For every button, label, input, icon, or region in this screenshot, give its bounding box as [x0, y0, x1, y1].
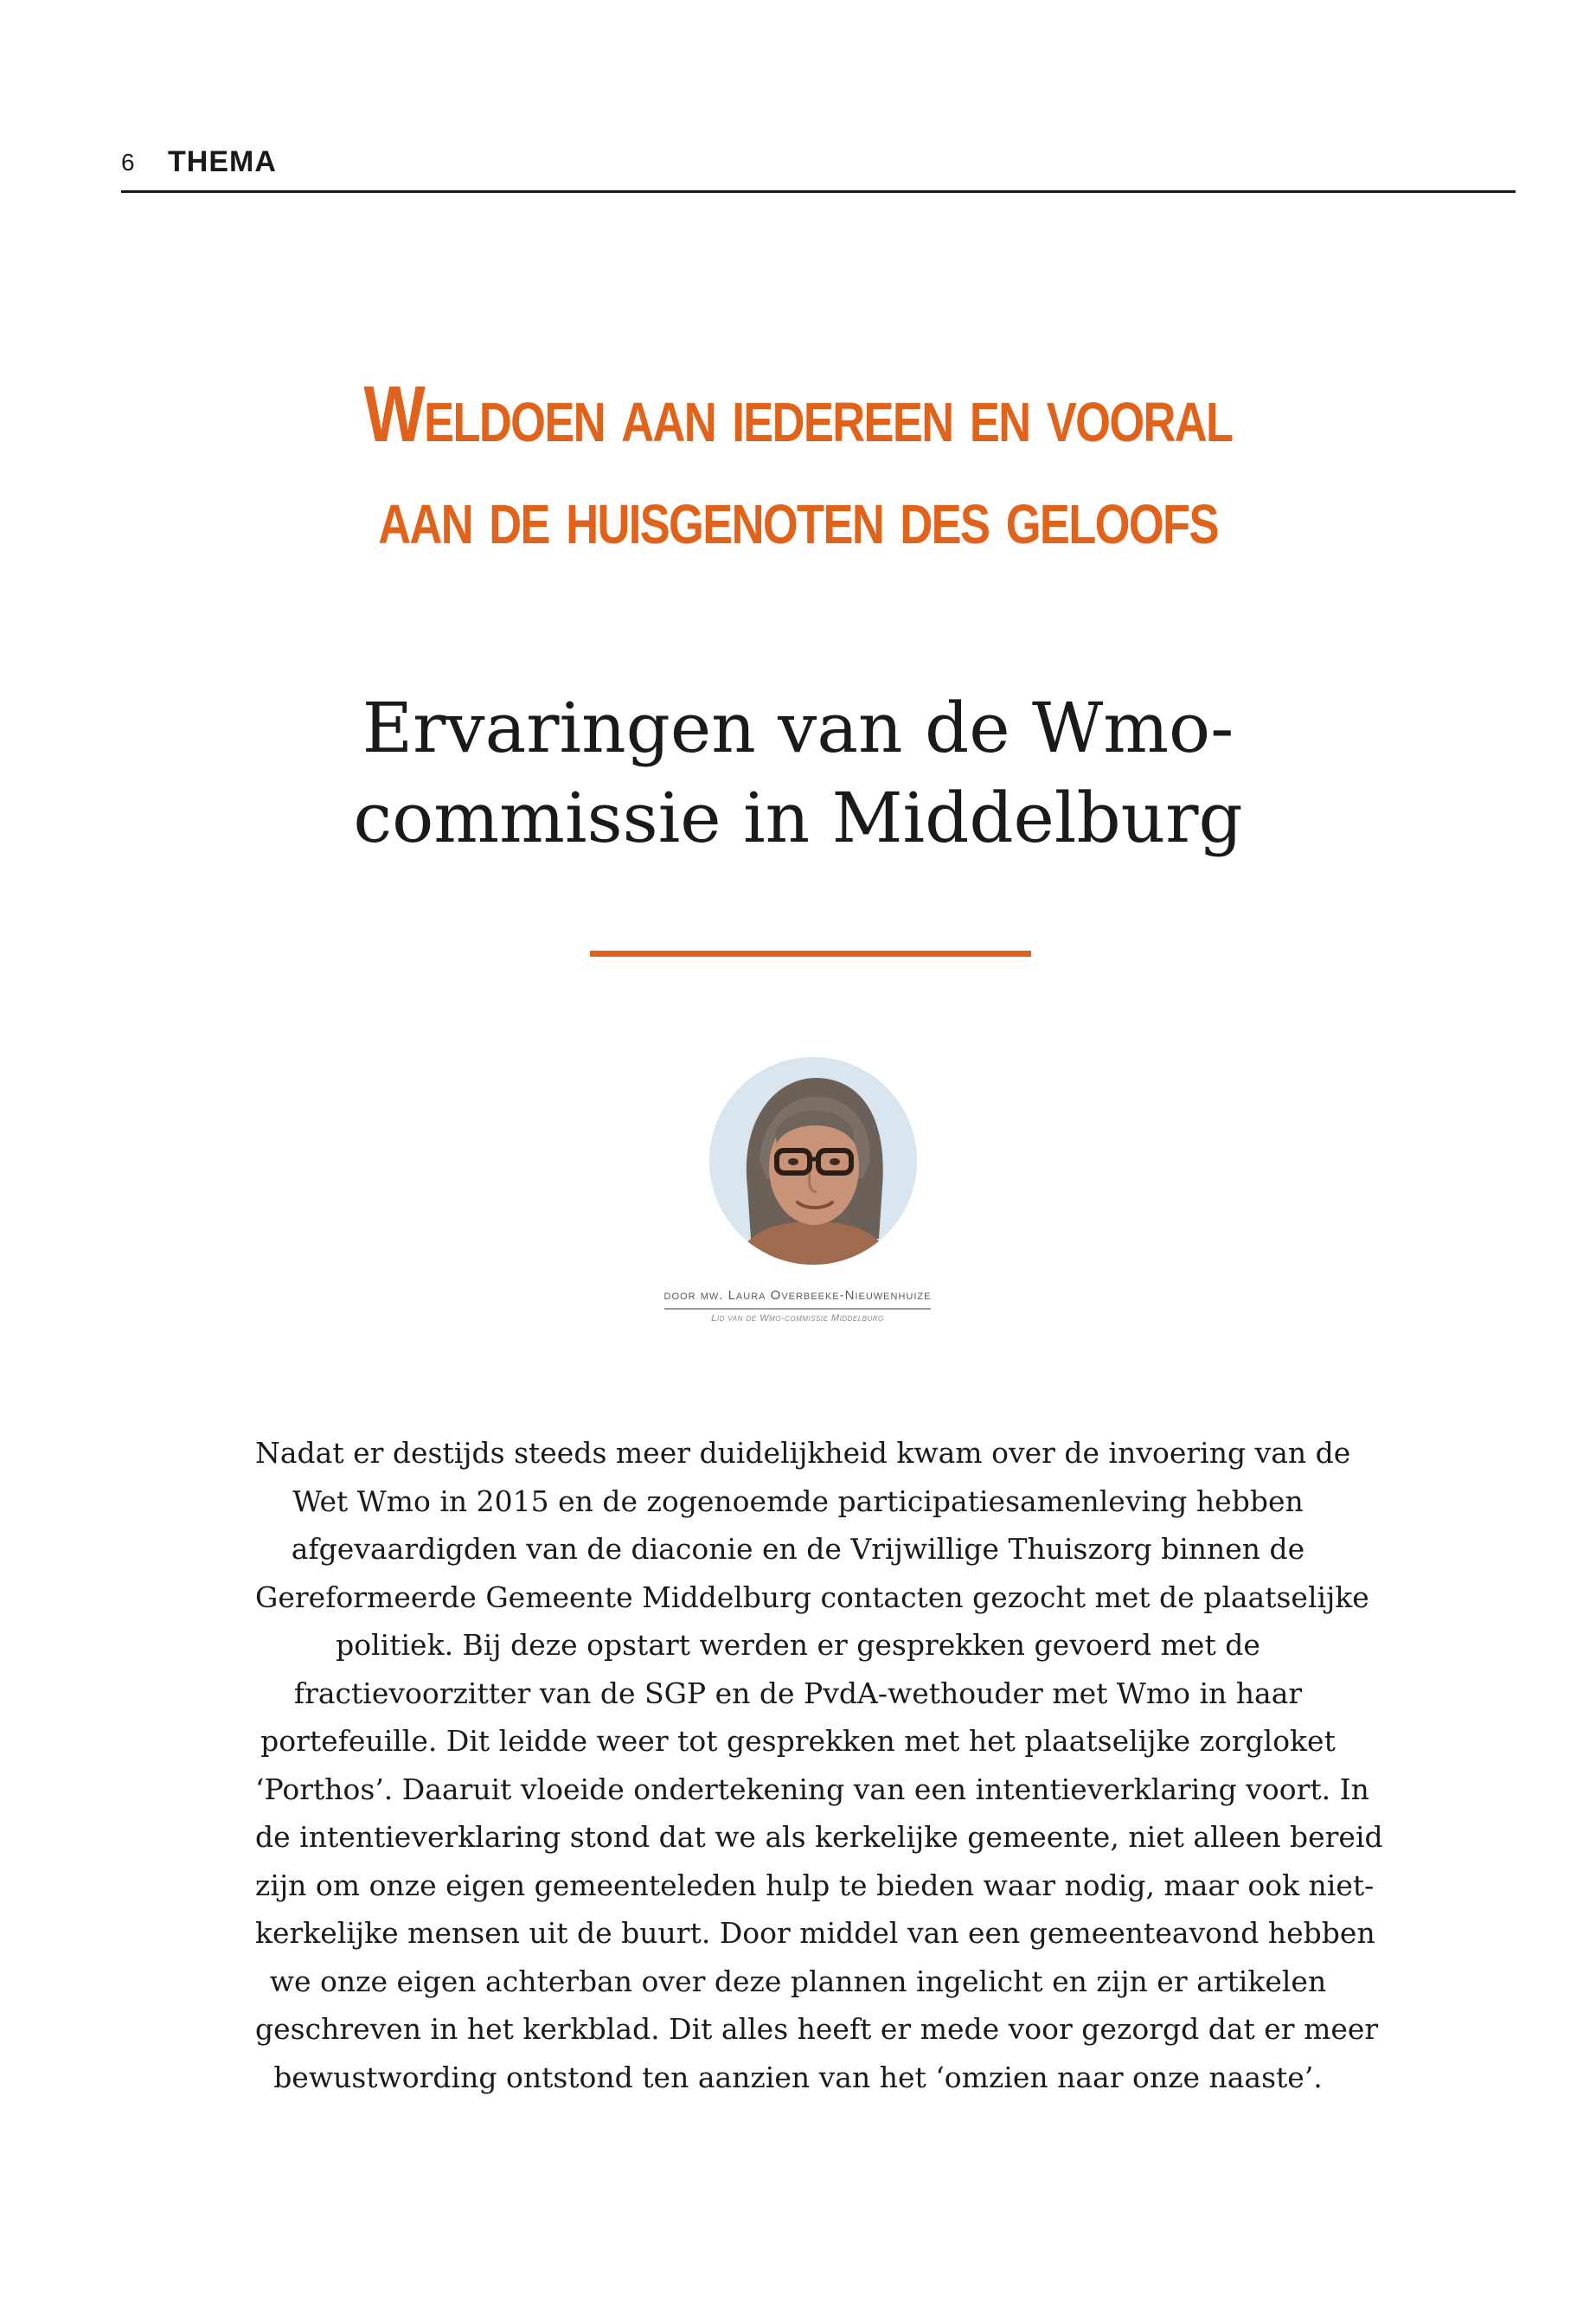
body-line: ‘Porthos’. Daaruit vloeide ondertekening van een intentieverklaring voort. In: [255, 1772, 1369, 1806]
author-portrait-image: [709, 1057, 917, 1265]
article-body: [255, 1429, 1383, 2101]
title-divider: [590, 951, 1031, 957]
section-label: THEMA: [168, 145, 277, 178]
byline-role: Lid van de Wmo-commissie Middelburg: [711, 1313, 884, 1324]
page-number: 6: [121, 149, 135, 176]
body-line: Gereformeerde Gemeente Middelburg contacten gezocht met de plaatselijke: [255, 1580, 1369, 1614]
body-line: bewustwording ontstond ten aanzien van het ‘omzien naar onze naaste’.: [273, 2060, 1323, 2094]
article-title: [228, 363, 1367, 567]
body-line: Nadat er destijds steeds meer duidelijkheid kwam over de invoering van de: [255, 1436, 1351, 1470]
article-subtitle-line-2: commissie in Middelburg: [353, 778, 1243, 858]
article-title-line-1: Weldoen aan iedereen en vooral: [363, 370, 1233, 458]
body-line: zijn om onze eigen gemeenteleden hulp te bieden waar nodig, maar ook niet-: [255, 1868, 1375, 1902]
body-line: afgevaardigden van de diaconie en de Vrijwillige Thuiszorg binnen de: [291, 1532, 1305, 1566]
article-subtitle-line-1: Ervaringen van de Wmo-: [362, 688, 1234, 768]
author-avatar: [709, 1057, 917, 1265]
body-line: portefeuille. Dit leidde weer tot gesprekken met het plaatselijke zorgloket: [260, 1724, 1336, 1758]
article-title-line-2: aan de huisgenoten des geloofs: [378, 472, 1218, 561]
body-line: Wet Wmo in 2015 en de zogenoemde participatiesamenleving hebben: [292, 1484, 1304, 1518]
body-line: geschreven in het kerkblad. Dit alles heeft er mede voor gezorgd dat er meer: [255, 2012, 1379, 2046]
body-line: politiek. Bij deze opstart werden er gesprekken gevoerd met de: [336, 1628, 1260, 1662]
body-line: we onze eigen achterban over deze plannen ingelicht en zijn er artikelen: [269, 1964, 1327, 1998]
body-line: de intentieverklaring stond dat we als kerkelijke gemeente, niet alleen bereid: [255, 1820, 1383, 1854]
body-line: kerkelijke mensen uit de buurt. Door middel van een gemeenteavond hebben: [255, 1916, 1375, 1950]
article-byline: [538, 1286, 1057, 1324]
body-line: fractievoorzitter van de SGP en de PvdA-wethouder met Wmo in haar: [293, 1676, 1303, 1710]
page-header: [121, 145, 1516, 193]
byline-author: door mw. Laura Overbeeke-Nieuwenhuize: [664, 1288, 932, 1310]
article-subtitle: [173, 683, 1423, 863]
